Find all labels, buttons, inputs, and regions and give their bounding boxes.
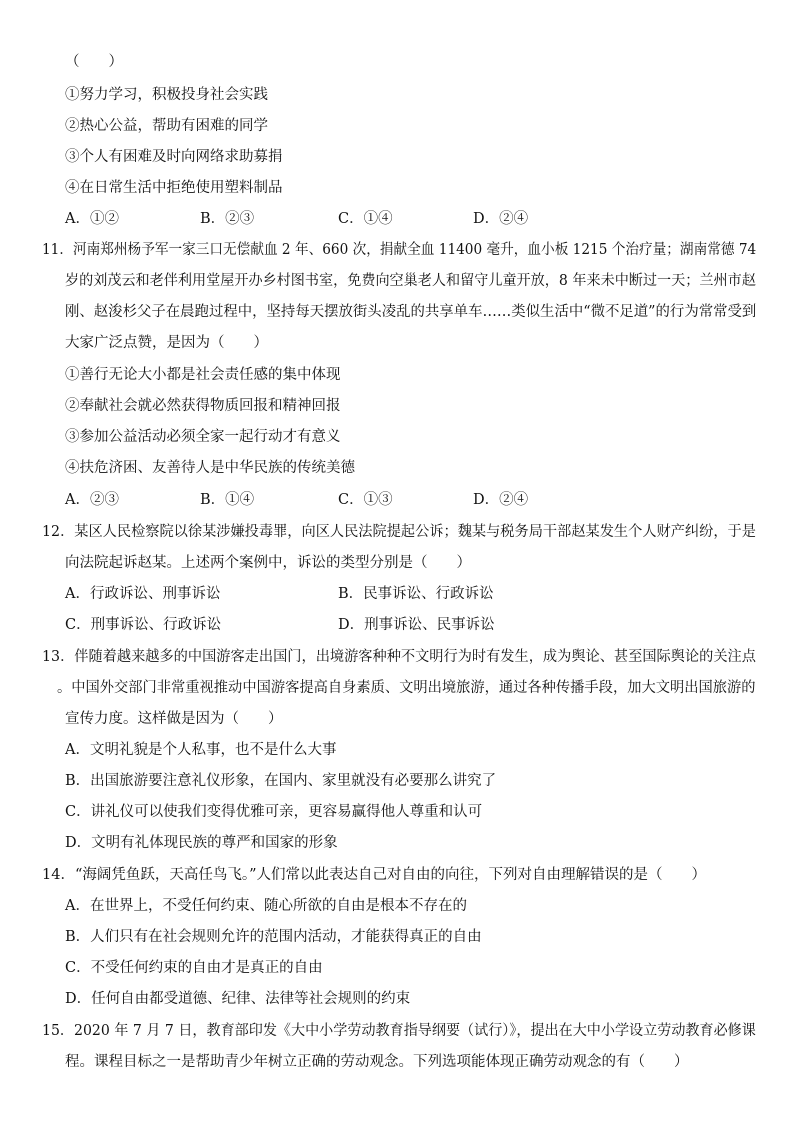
q13-stem-line-2: 。中国外交部门非常重视推动中国游客提高自身素质、文明出境旅游，通过各种传播手段，加大文明出国旅游的 (57, 680, 756, 696)
q11-statement-1: ①善行无论大小都是社会责任感的集中体现 (65, 367, 341, 383)
q12-option-b[interactable]: B．民事诉讼、行政诉讼 (338, 586, 494, 602)
q11-statement-4: ④扶危济困、友善待人是中华民族的传统美德 (65, 460, 355, 476)
q12-option-c[interactable]: C．刑事诉讼、行政诉讼 (65, 617, 222, 633)
q10-statement-1: ①努力学习，积极投身社会实践 (65, 87, 268, 103)
q11-option-d[interactable]: D．②④ (473, 492, 529, 508)
q12-stem-line-1: 12．某区人民检察院以徐某涉嫌投毒罪，向区人民法院提起公诉；魏某与税务局干部赵某发生个人财产纠纷，于是 (42, 524, 756, 540)
q12-option-a[interactable]: A．行政诉讼、刑事诉讼 (65, 586, 221, 602)
q15-stem-line-1: 15．2020 年 7 月 7 日，教育部印发《大中小学劳动教育指导纲要（试行）》，提出在大中小学设立劳动教育必修课 (42, 1023, 756, 1039)
q11-stem-line-4: 大家广泛点赞，是因为（ ） (65, 335, 268, 351)
q15-stem-line-2: 程。课程目标之一是帮助青少年树立正确的劳动观念。下列选项能体现正确劳动观念的有（ ） (65, 1054, 689, 1070)
q11-statement-3: ③参加公益活动必须全家一起行动才有意义 (65, 429, 341, 445)
q10-option-a[interactable]: A．①② (65, 211, 119, 227)
q11-option-b[interactable]: B．①④ (200, 492, 255, 508)
q14-stem-line-1: 14．“海阔凭鱼跃，天高任鸟飞。”人们常以此表达自己对自由的向往，下列对自由理解错误的是（ ） (42, 867, 707, 883)
q10-statement-2: ②热心公益，帮助有困难的同学 (65, 118, 268, 134)
q14-option-c[interactable]: C．不受任何约束的自由才是真正的自由 (65, 960, 323, 976)
q10-option-c[interactable]: C．①④ (338, 211, 393, 227)
q11-options (0, 490, 794, 510)
q12-option-d[interactable]: D．刑事诉讼、民事诉讼 (338, 617, 495, 633)
q10-options (0, 209, 794, 229)
q13-option-b[interactable]: B．出国旅游要注意礼仪形象，在国内、家里就没有必要那么讲究了 (65, 773, 497, 789)
q13-option-d[interactable]: D．文明有礼体现民族的尊严和国家的形象 (65, 835, 338, 851)
q11-stem-line-3: 刚、赵浚杉父子在晨跑过程中，坚持每天摆放街头凌乱的共享单车……类似生活中“微不足道”的行为常常受到 (65, 304, 757, 320)
q11-stem-line-1: 11．河南郑州杨予军一家三口无偿献血 2 年、660 次，捐献全血 11400 毫升，血小板 1215 个治疗量；湖南常德 74 (42, 242, 757, 258)
q12-options-row-1 (0, 584, 794, 604)
q10-option-b[interactable]: B．②③ (200, 211, 255, 227)
q10-statement-3: ③个人有困难及时向网络求助募捐 (65, 149, 283, 165)
q12-options-row-2 (0, 615, 794, 635)
q12-stem-line-2: 向法院起诉赵某。上述两个案例中，诉讼的类型分别是（ ） (65, 555, 471, 571)
q10-statement-4: ④在日常生活中拒绝使用塑料制品 (65, 180, 283, 196)
q14-option-a[interactable]: A．在世界上，不受任何约束、随心所欲的自由是根本不存在的 (65, 898, 467, 914)
q11-option-a[interactable]: A．②③ (65, 492, 119, 508)
q10-option-d[interactable]: D．②④ (473, 211, 529, 227)
q14-option-b[interactable]: B．人们只有在社会规则允许的范围内活动，才能获得真正的自由 (65, 929, 482, 945)
q10-tail: （ ） (65, 54, 123, 70)
q14-option-d[interactable]: D．任何自由都受道德、纪律、法律等社会规则的约束 (65, 991, 411, 1007)
q13-option-c[interactable]: C．讲礼仪可以使我们变得优雅可亲，更容易赢得他人尊重和认可 (65, 804, 483, 820)
q13-stem-line-3: 宣传力度。这样做是因为（ ） (65, 711, 283, 727)
q13-stem-line-1: 13．伴随着越来越多的中国游客走出国门，出境游客种种不文明行为时有发生，成为舆论、甚至国际舆论的关注点 (42, 649, 756, 665)
q11-statement-2: ②奉献社会就必然获得物质回报和精神回报 (65, 398, 341, 414)
q11-stem-line-2: 岁的刘茂云和老伴利用堂屋开办乡村图书室，免费向空巢老人和留守儿童开放，8 年来未中断过一天；兰州市赵 (65, 273, 756, 289)
q13-option-a[interactable]: A．文明礼貌是个人私事，也不是什么大事 (65, 742, 337, 758)
q11-option-c[interactable]: C．①③ (338, 492, 393, 508)
